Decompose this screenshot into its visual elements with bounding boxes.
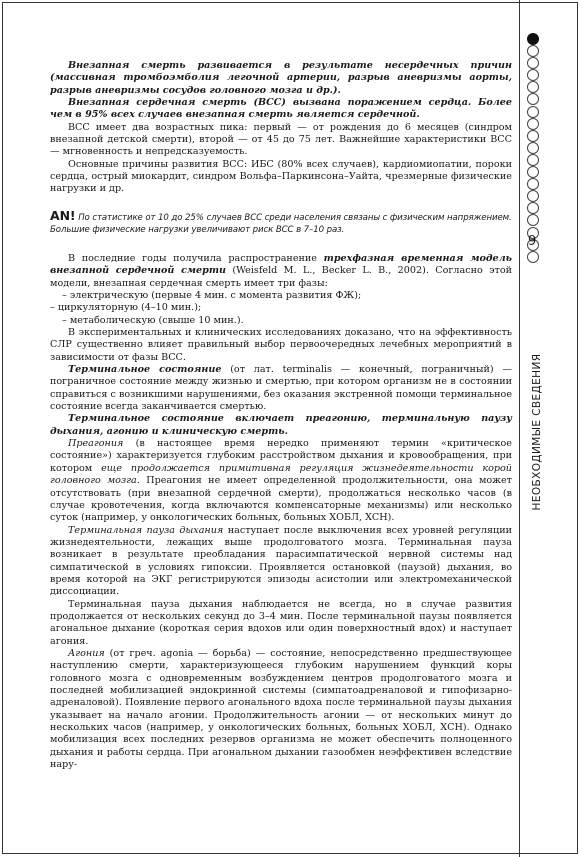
paragraph-age-peaks: ВСС имеет два возрастных пика: первый — от рождения до 6 месяцев (синдром внезапной детской смерти), второй — от 45 до 75 лет. Важнейшие характеристики ВСС — мгновенность и непредсказуемость. xyxy=(50,121,512,158)
terminal-pause-term: Терминальная пауза дыхания xyxy=(68,524,224,536)
preagony-term: Преагония xyxy=(68,438,124,450)
chapter-marker xyxy=(527,93,539,105)
paragraph-noncardiac-death: Внезапная смерть развивается в результате несердечных причин (массивная тромбоэмболия легочной артерии, разрыв аневризмы аорты, разрыв аневризмы сосудов головного мозга и др.). xyxy=(50,60,512,96)
paragraph-terminal-state-stages: Терминальное состояние включает преагонию, терминальную паузу дыхания, агонию и клиническую смерть. xyxy=(50,413,512,437)
chapter-marker xyxy=(527,142,539,154)
paragraph-preagony xyxy=(50,438,512,524)
an-note xyxy=(50,207,512,237)
chapter-tab-markers xyxy=(527,33,547,263)
paragraph-clr-effectiveness: В экспериментальных и клинических исследованиях доказано, что на эффективность СЛР существенно влияет правильный выбор первоочередных лечебных мероприятий в зависимости от фазы ВСС. xyxy=(50,327,512,363)
paragraph-terminal-pause xyxy=(50,525,512,599)
paragraph-terminal-pause-duration: Терминальная пауза дыхания наблюдается не всегда, но в случае развития продолжается от нескольких секунд до 3–4 мин. После терминальной паузы появляется агональное дыхание (короткая серия вдохов или один поверхностный вдох) и наступает агония. xyxy=(50,598,512,647)
chapter-marker-active xyxy=(527,33,539,45)
preagony-text-a: (в настоящее время нередко применяют термин «критическое состояние») характеризуется глубоким расстройством дыхания и кровообращения, при котором xyxy=(50,438,512,474)
chapter-marker xyxy=(527,69,539,81)
paragraph-scd-definition: Внезапная сердечная смерть (ВСС) вызвана поражением сердца. Более чем в 95% всех случаев внезапная смерть является сердечной. xyxy=(50,97,512,121)
three-phase-citation: (Weisfeld M. L., Becker L. B., 2002). Согласно этой модели, внезапная сердечная смерть имеет три фазы: xyxy=(50,265,512,289)
preagony-emphasis: еще продолжается примитивная регуляция жизнедеятельности корой головного мозга. xyxy=(50,462,512,487)
chapter-marker xyxy=(527,130,539,142)
paragraph-causes: Основные причины развития ВСС: ИБС (80% всех случаев), кардиомиопатии, пороки сердца, острый миокардит, синдром Вольфа–Паркинсона–Уайта, чрезмерные физические нагрузки и др. xyxy=(50,158,512,195)
chapter-marker xyxy=(527,251,539,263)
preagony-text-b: Преагония не имеет определенной продолжительности, она может отсутствовать (при внезапной сердечной смерти), продолжаться несколько часов (в случае кровотечения, когда включаются компенсаторные механизмы) или несколько суток (например, у онкологических больных, больных ХОБЛ, ХСН). xyxy=(50,475,512,524)
chapter-marker xyxy=(527,190,539,202)
paragraph-terminal-state xyxy=(50,364,512,413)
chapter-marker xyxy=(527,81,539,93)
agony-term: Агония xyxy=(68,647,105,659)
page-number: 9 xyxy=(528,234,537,249)
chapter-marker xyxy=(527,118,539,130)
page-body xyxy=(50,60,512,771)
paragraph-three-phase-model xyxy=(50,253,512,290)
an-note-tag: AN! xyxy=(50,207,76,223)
phase-item-electrical: – электрическую (первые 4 мин. с момента развития ФЖ); xyxy=(62,290,362,301)
terminal-state-definition: (от лат. terminalis — конечный, пограничный) — пограничное состояние между жизнью и смертью, при котором организм не в состоянии справиться с возникшими нарушениями, без оказания экстренной помощи терминальное состояние всегда заканчивается смертью. xyxy=(50,364,512,413)
an-note-text: По статистике от 10 до 25% случаев ВСС среди населения связаны с физическим напряжением. Большие физические нагрузки увеличивают риск ВСС в 7–10 раз. xyxy=(50,212,512,236)
paragraph-agony xyxy=(50,648,512,771)
chapter-marker xyxy=(527,214,539,226)
agony-text: (от греч. agonia — борьба) — состояние, непосредственно предшествующее наступлению смерти, характеризующееся глубоким нарушением функций коры головного мозга с одновременным возбуждением центров продолговатого мозга и последней мобилизацией эндокринной системы (симпатоадреналовой и гипофизарно-адреналовой). Появление первого агонального вдоха после терминальной паузы дыхания указывает на начало агонии. Продолжительность агонии — от нескольких минут до нескольких часов (например, у онкологических больных, больных ХОБЛ, ХСН). Однако мобилизация всех последних резервов организма не может обеспечить полноценного дыхания и работы сердца. При агональном дыхании газообмен неэффективен вследствие нару- xyxy=(50,647,512,771)
terminal-pause-text: наступает после выключения всех уровней регуляции жизнедеятельности, лежащих выше продолговатого мозга. Терминальная пауза возникает в результате преобладания парасимпатической нервной системы над симпатической в условиях гипоксии. Проявляется остановкой (паузой) дыхания, во время которой на ЭКГ регистрируются эпизоды асистолии или электромеханической диссоциации. xyxy=(50,524,512,598)
terminal-state-term: Терминальное состояние xyxy=(68,364,222,376)
chapter-marker xyxy=(527,57,539,69)
chapter-marker xyxy=(527,106,539,118)
three-phase-term: трехфазная временная модель внезапной сердечной смерти xyxy=(50,252,512,277)
chapter-marker xyxy=(527,45,539,57)
chapter-marker xyxy=(527,166,539,178)
phase-item-circulatory: – циркуляторную (4–10 мин.); xyxy=(50,302,202,314)
chapter-marker xyxy=(527,202,539,214)
chapter-marker xyxy=(527,178,539,190)
chapter-marker xyxy=(527,154,539,166)
section-title-text: НЕОБХОДИМЫЕ СВЕДЕНИЯ xyxy=(531,353,543,511)
phase-item-metabolic: – метаболическую (свыше 10 мин.). xyxy=(62,314,244,326)
three-phase-intro: В последние годы получила распространение xyxy=(68,252,324,264)
